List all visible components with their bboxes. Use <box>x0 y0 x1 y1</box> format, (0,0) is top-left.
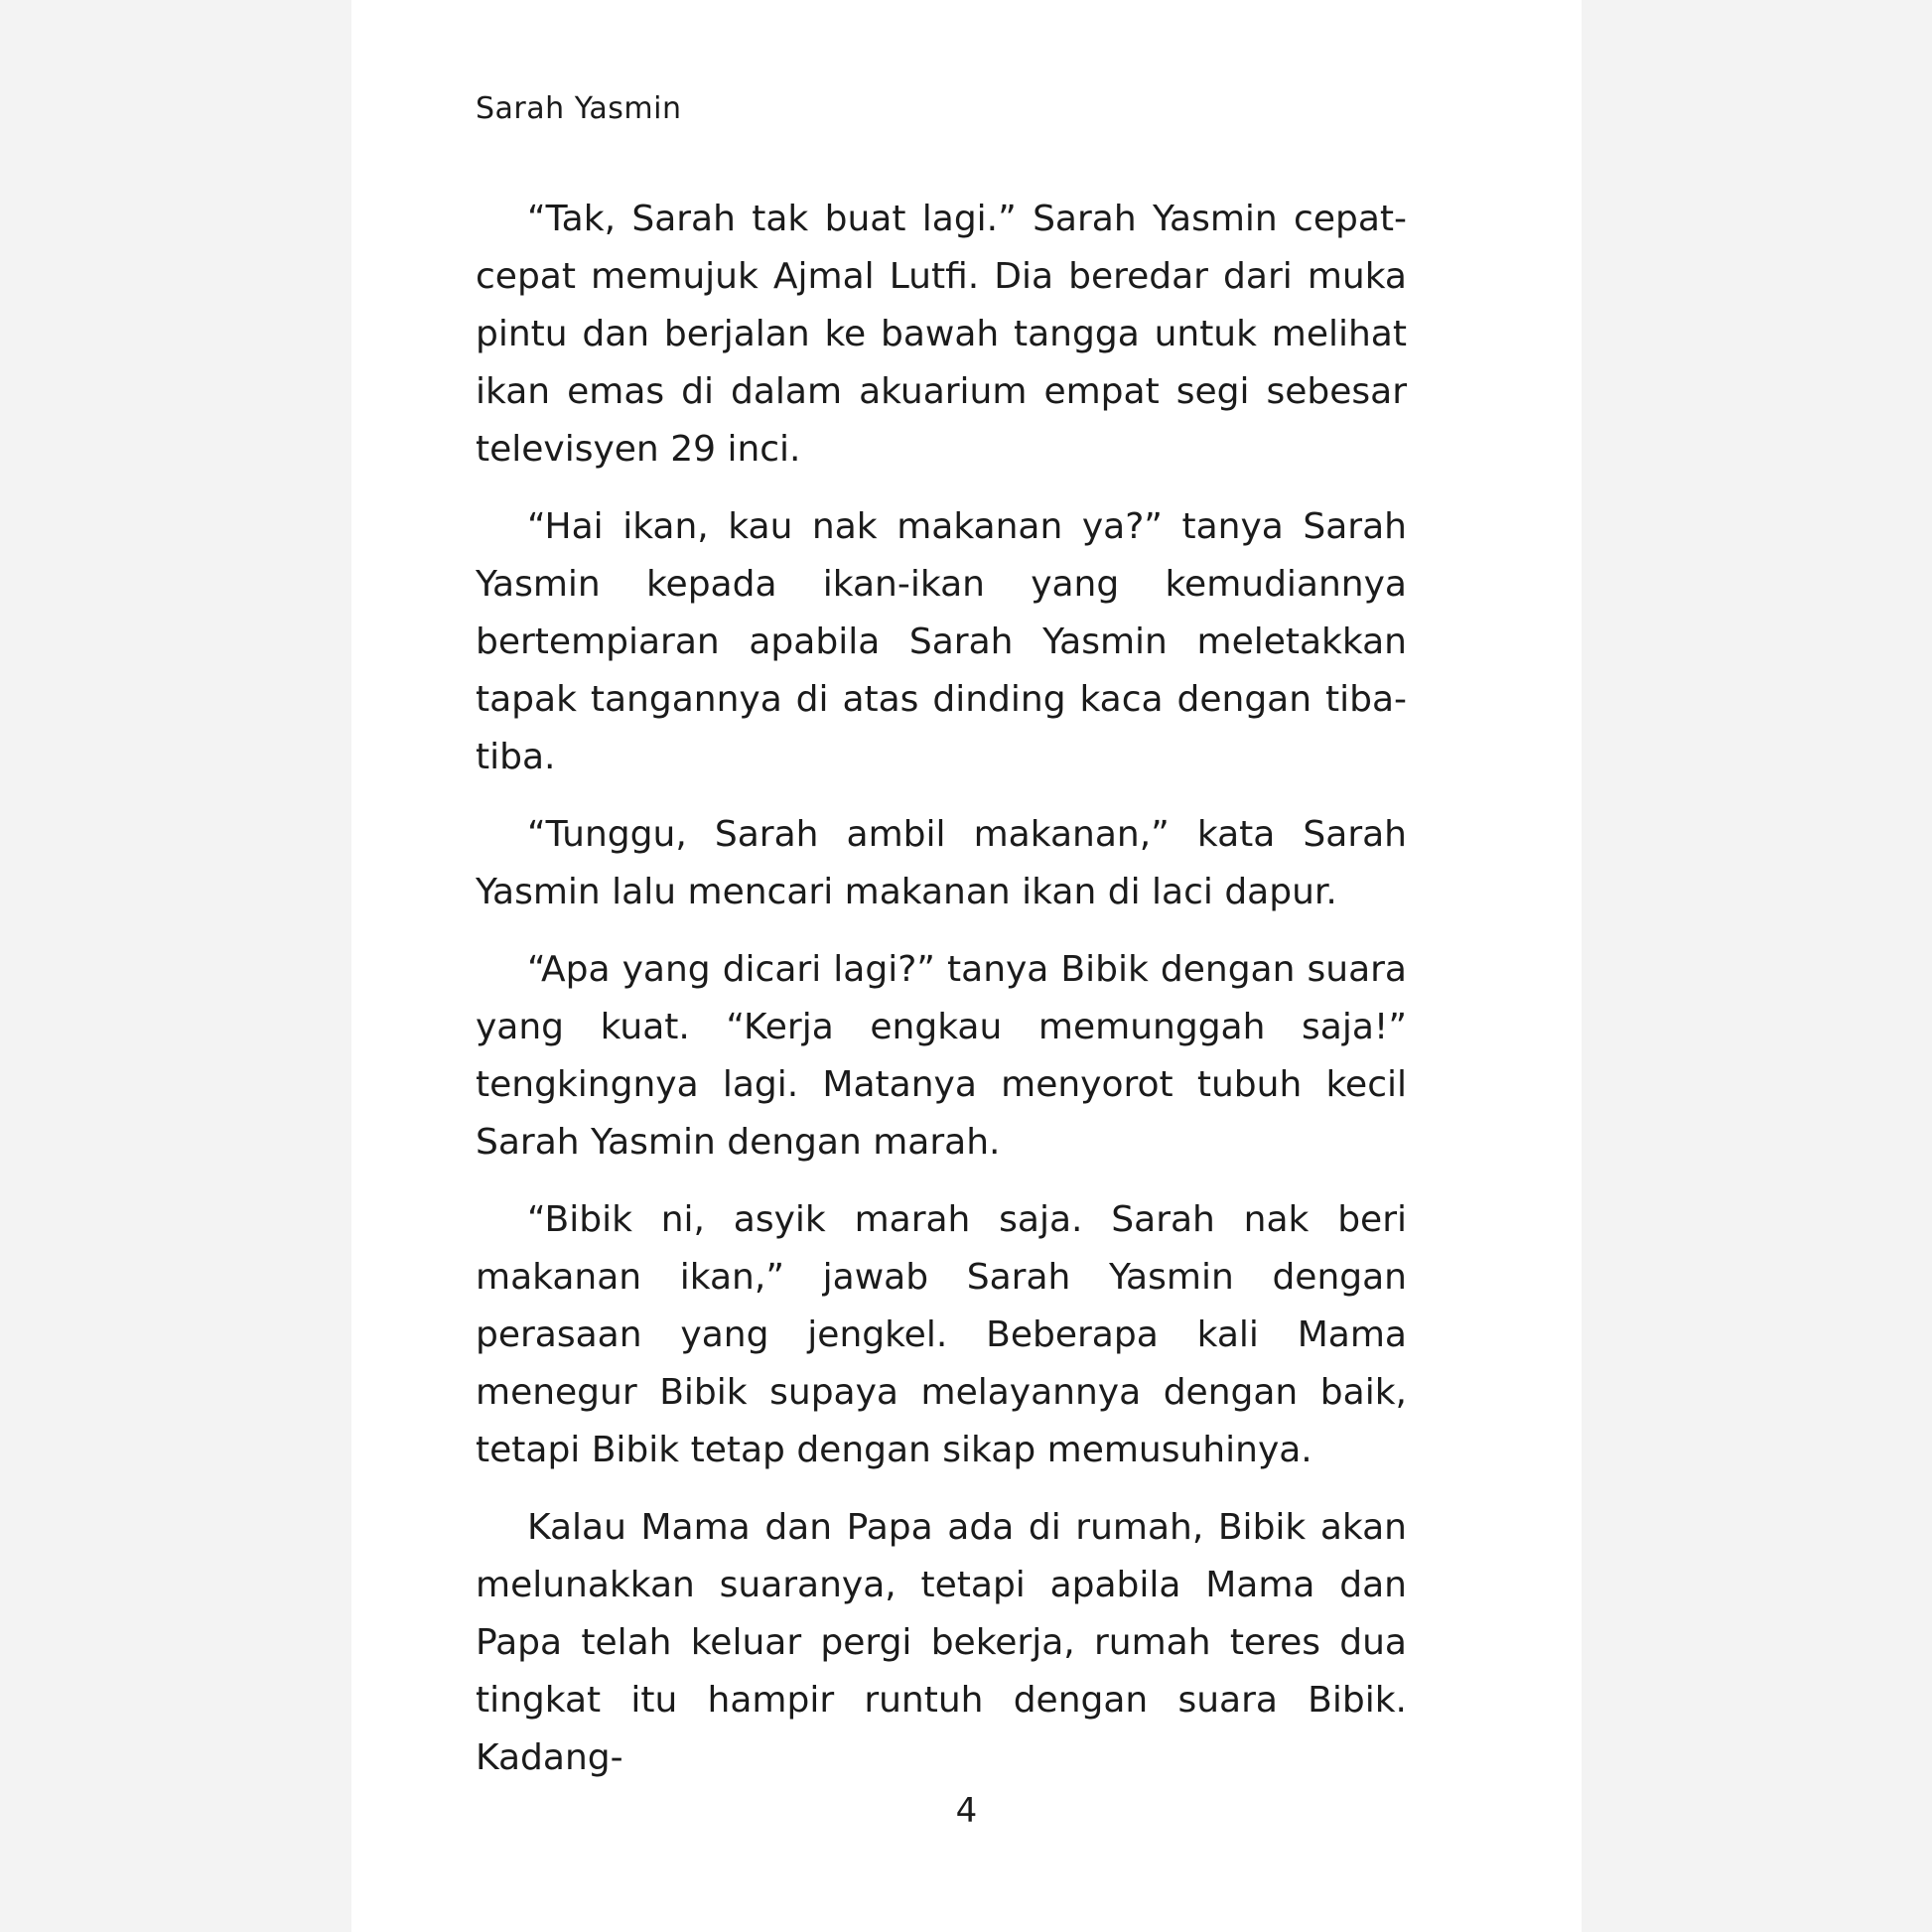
paragraph: “Tunggu, Sarah ambil makanan,” kata Sarah Yasmin lalu mencari makanan ikan di laci dapur. <box>476 814 1407 912</box>
paragraph: “Tak, Sarah tak buat lagi.” Sarah Yasmin cepat-cepat memujuk Ajmal Lutfi. Dia beredar dari muka pintu dan berjalan ke bawah tangga untuk melihat ikan emas di dalam akuarium empat segi sebesar televisyen 29 inci. <box>476 199 1407 470</box>
paragraph: “Apa yang dicari lagi?” tanya Bibik dengan suara yang kuat. “Kerja engkau memunggah saja!” tengkingnya lagi. Matanya menyorot tubuh kecil Sarah Yasmin dengan marah. <box>476 949 1407 1163</box>
paragraph: Kalau Mama dan Papa ada di rumah, Bibik akan melunakkan suaranya, tetapi apabila Mama dan Papa telah keluar pergi bekerja, rumah teres dua tingkat itu hampir runtuh dengan suara Bibik. Kadang- <box>476 1507 1407 1778</box>
paragraph: “Bibik ni, asyik marah saja. Sarah nak beri makanan ikan,” jawab Sarah Yasmin dengan perasaan yang jengkel. Beberapa kali Mama menegur Bibik supaya melayannya dengan baik, tetapi Bibik tetap dengan sikap memusuhinya. <box>476 1199 1407 1470</box>
page-number: 4 <box>955 1791 978 1831</box>
running-head: Sarah Yasmin <box>476 91 682 126</box>
book-page <box>351 0 1582 1932</box>
paragraph: “Hai ikan, kau nak makanan ya?” tanya Sarah Yasmin kepada ikan-ikan yang kemudiannya bertempiaran apabila Sarah Yasmin meletakkan tapak tangannya di atas dinding kaca dengan tiba-tiba. <box>476 506 1407 777</box>
body-text <box>476 191 1407 1807</box>
